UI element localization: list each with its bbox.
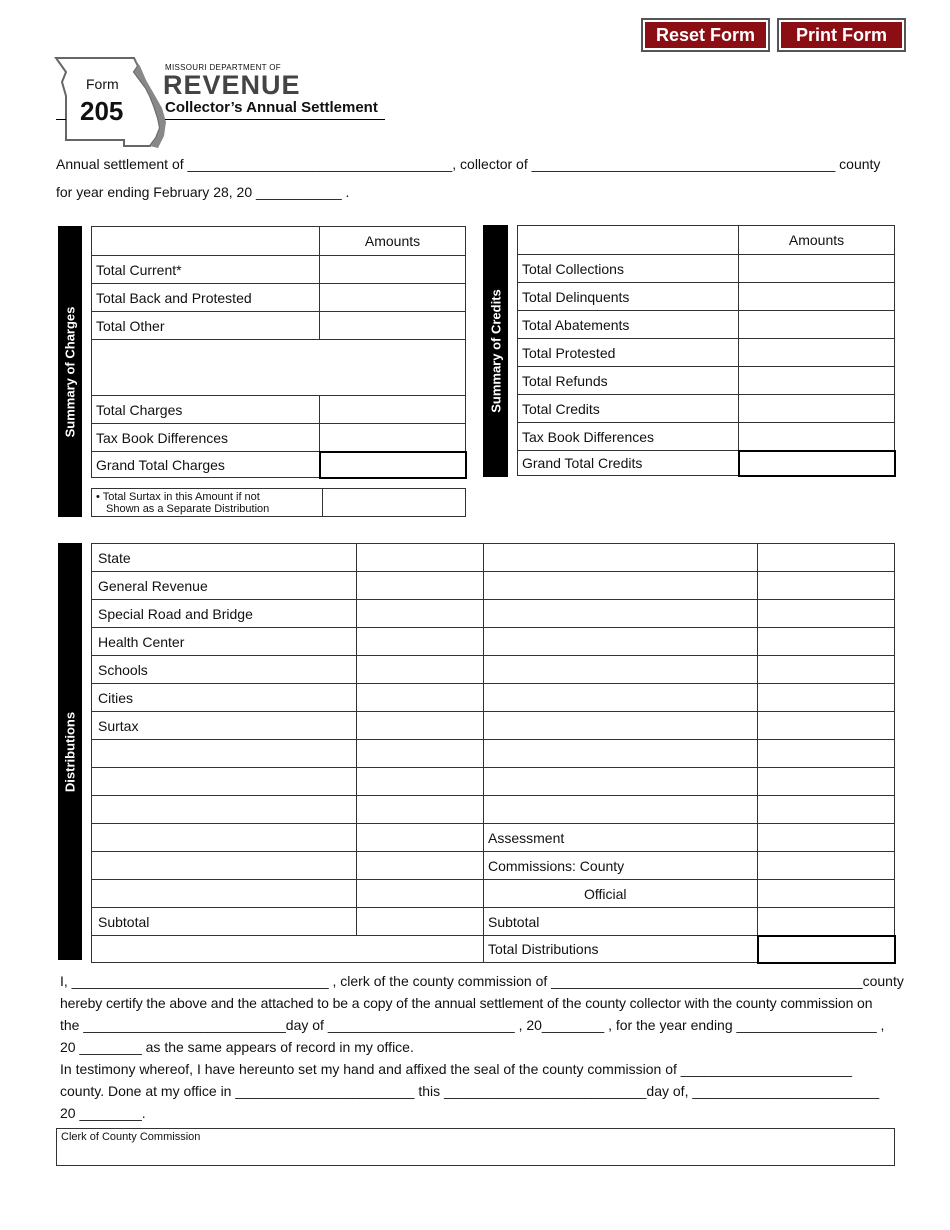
credits-row-label: Total Delinquents	[518, 283, 739, 311]
total-distributions-field[interactable]	[758, 936, 895, 963]
charges-amounts-header: Amounts	[320, 227, 466, 256]
charges-amount-field[interactable]	[320, 256, 466, 284]
credits-table	[517, 225, 896, 477]
credits-row-label: Tax Book Differences	[518, 423, 739, 451]
distribution-right-label: Official	[484, 880, 758, 908]
credits-amount-field[interactable]	[739, 339, 895, 367]
intro-line-2: for year ending February 28, 20 ___________ .	[56, 184, 350, 200]
credits-amount-field[interactable]	[739, 423, 895, 451]
credits-row-label: Total Abatements	[518, 311, 739, 339]
distribution-left-label: Subtotal	[92, 908, 357, 936]
surtax-table	[91, 488, 466, 517]
surtax-amount-field[interactable]	[323, 489, 466, 517]
distribution-left-amount-field[interactable]	[357, 880, 484, 908]
credits-sidebar: Summary of Credits	[483, 225, 508, 477]
credits-row-label: Total Credits	[518, 395, 739, 423]
distribution-left-amount-field[interactable]	[357, 656, 484, 684]
distribution-left-amount-field[interactable]	[357, 628, 484, 656]
print-form-button[interactable]: Print Form	[777, 18, 906, 52]
reset-form-button[interactable]: Reset Form	[641, 18, 770, 52]
distribution-row	[92, 712, 895, 740]
credits-amount-field[interactable]	[739, 395, 895, 423]
charges-sidebar: Summary of Charges	[58, 226, 82, 517]
distributions-sidebar: Distributions	[58, 543, 82, 960]
charges-row-label: Total Charges	[92, 396, 320, 424]
distribution-right-amount-field[interactable]	[758, 684, 895, 712]
distribution-right-amount-field[interactable]	[758, 600, 895, 628]
page-title: Collector’s Annual Settlement	[165, 99, 385, 120]
distribution-left-amount-field[interactable]	[357, 908, 484, 936]
distribution-right-amount-field[interactable]	[758, 740, 895, 768]
cert-line-7: 20 ________.	[60, 1105, 146, 1121]
credits-row-label: Total Refunds	[518, 367, 739, 395]
distribution-right-amount-field[interactable]	[758, 656, 895, 684]
surtax-label-line-2: Shown as a Separate Distribution	[106, 502, 270, 515]
distribution-right-label	[484, 684, 758, 712]
distribution-left-label	[92, 768, 357, 796]
distribution-left-label	[92, 740, 357, 768]
cert-line-4: 20 ________ as the same appears of record in my office.	[60, 1039, 414, 1055]
distribution-right-label	[484, 600, 758, 628]
distribution-row	[92, 628, 895, 656]
distribution-left-label	[92, 880, 357, 908]
credits-amount-field[interactable]	[739, 311, 895, 339]
charges-amount-field[interactable]	[320, 312, 466, 340]
distribution-right-label	[484, 768, 758, 796]
cert-line-2: hereby certify the above and the attached to be a copy of the annual settlement of the county collector with the county commission on	[60, 995, 873, 1011]
distribution-right-amount-field[interactable]	[758, 824, 895, 852]
credits-amount-field[interactable]	[739, 255, 895, 283]
distribution-left-label	[92, 824, 357, 852]
distribution-row	[92, 796, 895, 824]
clerk-label: Clerk of County Commission	[61, 1131, 201, 1143]
cert-line-5: In testimony whereof, I have hereunto set my hand and affixed the seal of the county commission of ______________________	[60, 1061, 853, 1077]
distribution-right-label: Commissions: County	[484, 852, 758, 880]
distribution-left-label: General Revenue	[92, 572, 357, 600]
charges-table	[91, 226, 467, 479]
distribution-left-label: State	[92, 544, 357, 572]
distribution-right-label	[484, 628, 758, 656]
distribution-row	[92, 768, 895, 796]
form-label: Form	[86, 76, 119, 92]
grand-total-charges-field[interactable]	[320, 452, 466, 478]
charges-blank-area	[92, 340, 466, 396]
distribution-right-label: Assessment	[484, 824, 758, 852]
distribution-right-amount-field[interactable]	[758, 908, 895, 936]
credits-row-label: Grand Total Credits	[518, 451, 739, 476]
distribution-left-label	[92, 852, 357, 880]
charges-row-label: Total Current*	[92, 256, 320, 284]
distribution-right-amount-field[interactable]	[758, 796, 895, 824]
surtax-label-line-1: • Total Surtax in this Amount if not	[96, 490, 260, 503]
revenue-logo: REVENUE	[163, 70, 301, 100]
cert-line-1: I, _________________________________ , clerk of the county commission of ________________________________________county	[60, 973, 904, 989]
distribution-row	[92, 908, 895, 936]
distribution-left-amount-field[interactable]	[357, 740, 484, 768]
intro-line-1: Annual settlement of __________________________________, collector of _______________________________________ county	[56, 156, 881, 172]
distribution-left-amount-field[interactable]	[357, 544, 484, 572]
charges-row-label: Total Other	[92, 312, 320, 340]
divider	[56, 119, 66, 120]
charges-amount-field[interactable]	[320, 424, 466, 452]
distributions-blank-cell	[92, 936, 484, 963]
distribution-left-amount-field[interactable]	[357, 684, 484, 712]
distribution-right-amount-field[interactable]	[758, 768, 895, 796]
distribution-right-label	[484, 740, 758, 768]
distribution-left-label: Health Center	[92, 628, 357, 656]
distribution-left-label: Surtax	[92, 712, 357, 740]
distribution-right-amount-field[interactable]	[758, 628, 895, 656]
distribution-left-label: Schools	[92, 656, 357, 684]
total-distributions-label: Total Distributions	[484, 936, 758, 963]
distribution-right-amount-field[interactable]	[758, 572, 895, 600]
clerk-signature-box[interactable]	[56, 1128, 895, 1166]
distribution-left-amount-field[interactable]	[357, 796, 484, 824]
distribution-right-label	[484, 572, 758, 600]
distribution-row	[92, 880, 895, 908]
charges-amount-field[interactable]	[320, 284, 466, 312]
distribution-right-amount-field[interactable]	[758, 852, 895, 880]
distribution-right-amount-field[interactable]	[758, 880, 895, 908]
department-label: MISSOURI DEPARTMENT OF	[165, 63, 281, 72]
distribution-left-amount-field[interactable]	[357, 768, 484, 796]
distribution-left-label	[92, 796, 357, 824]
distribution-row	[92, 544, 895, 572]
charges-row-label: Tax Book Differences	[92, 424, 320, 452]
credits-amounts-header: Amounts	[739, 226, 895, 255]
distribution-row	[92, 572, 895, 600]
distribution-left-amount-field[interactable]	[357, 600, 484, 628]
form-number: 205	[80, 96, 124, 126]
distribution-left-label: Special Road and Bridge	[92, 600, 357, 628]
cert-line-6: county. Done at my office in _______________________ this __________________________day of, ________________________	[60, 1083, 880, 1099]
credits-row-label: Total Collections	[518, 255, 739, 283]
distribution-left-amount-field[interactable]	[357, 712, 484, 740]
distribution-right-label	[484, 656, 758, 684]
distribution-right-amount-field[interactable]	[758, 712, 895, 740]
distribution-row	[92, 684, 895, 712]
distribution-right-amount-field[interactable]	[758, 544, 895, 572]
charges-row-label: Total Back and Protested	[92, 284, 320, 312]
distribution-right-label	[484, 544, 758, 572]
distribution-left-amount-field[interactable]	[357, 572, 484, 600]
distribution-right-label	[484, 796, 758, 824]
distribution-row	[92, 824, 895, 852]
distribution-right-label: Subtotal	[484, 908, 758, 936]
distribution-left-label: Cities	[92, 684, 357, 712]
distribution-row	[92, 600, 895, 628]
distribution-left-amount-field[interactable]	[357, 852, 484, 880]
credits-amount-field[interactable]	[739, 283, 895, 311]
charges-amount-field[interactable]	[320, 396, 466, 424]
cert-line-3: the __________________________day of ________________________ , 20________ , for the year ending __________________ ,	[60, 1017, 885, 1033]
distribution-row	[92, 656, 895, 684]
distribution-row	[92, 740, 895, 768]
credits-row-label: Total Protested	[518, 339, 739, 367]
distribution-right-label	[484, 712, 758, 740]
distribution-left-amount-field[interactable]	[357, 824, 484, 852]
grand-total-credits-field[interactable]	[739, 451, 895, 476]
credits-amount-field[interactable]	[739, 367, 895, 395]
distributions-table	[91, 543, 896, 964]
charges-row-label: Grand Total Charges	[92, 452, 320, 478]
distribution-row	[92, 852, 895, 880]
